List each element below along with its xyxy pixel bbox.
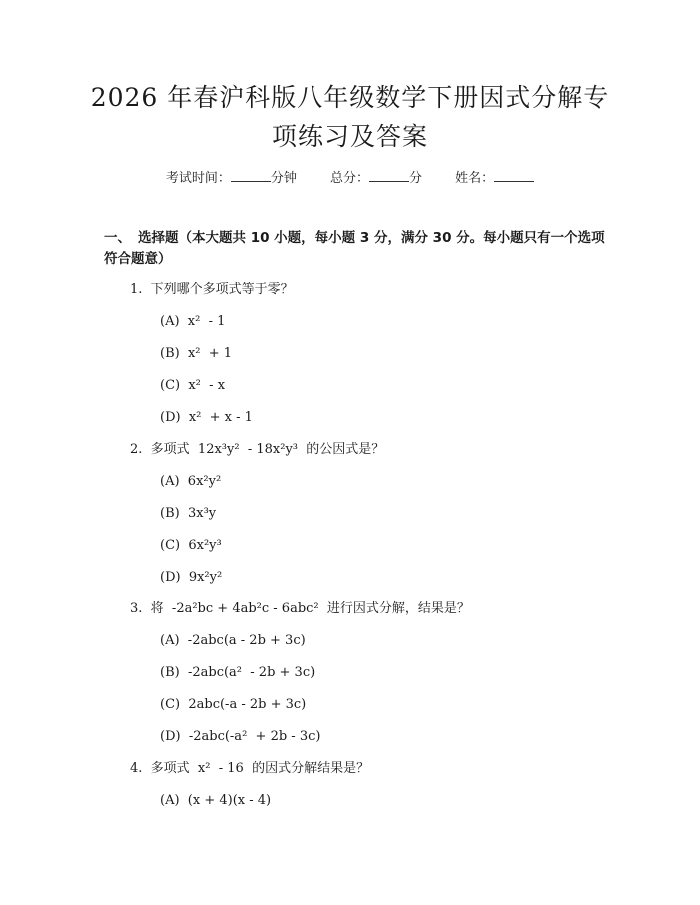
exam-meta bbox=[0, 168, 700, 189]
score-label: 总分： bbox=[329, 171, 369, 186]
option-c: (C) 2abc(-a - 2b + 3c) bbox=[160, 697, 307, 712]
page-title-line-1: 2026 年春沪科版八年级数学下册因式分解专 bbox=[90, 83, 610, 112]
time-blank bbox=[231, 168, 271, 182]
option-d: (D) 9x²y² bbox=[160, 570, 223, 585]
page-title-line-2: 项练习及答案 bbox=[271, 122, 428, 151]
question-stem: 3. 将 -2a²bc + 4ab²c - 6abc² 进行因式分解，结果是？ bbox=[130, 601, 470, 616]
option-a: (A) x² - 1 bbox=[160, 314, 226, 329]
question-stem: 2. 多项式 12x³y² - 18x²y³ 的公因式是？ bbox=[130, 442, 385, 457]
score-blank bbox=[369, 168, 409, 182]
option-b: (B) -2abc(a² - 2b + 3c) bbox=[160, 665, 316, 680]
option-d: (D) -2abc(-a² + 2b - 3c) bbox=[160, 729, 321, 744]
name-label: 姓名： bbox=[455, 171, 495, 186]
option-c: (C) 6x²y³ bbox=[160, 538, 222, 553]
option-a: (A) 6x²y² bbox=[160, 474, 222, 489]
option-b: (B) 3x³y bbox=[160, 506, 217, 521]
option-a: (A) (x + 4)(x - 4) bbox=[160, 793, 272, 808]
option-b: (B) x² + 1 bbox=[160, 346, 233, 361]
section-number: 一、 bbox=[104, 230, 131, 246]
section-heading-line-2: 符合题意） bbox=[104, 251, 172, 267]
question-stem: 4. 多项式 x² - 16 的因式分解结果是？ bbox=[130, 761, 370, 776]
option-d: (D) x² + x - 1 bbox=[160, 410, 253, 425]
time-label: 考试时间： bbox=[165, 171, 231, 186]
option-a: (A) -2abc(a - 2b + 3c) bbox=[160, 633, 306, 648]
time-unit: 分钟 bbox=[270, 171, 297, 186]
option-c: (C) x² - x bbox=[160, 378, 226, 393]
name-blank bbox=[494, 168, 534, 182]
section-heading bbox=[104, 228, 614, 270]
question-stem: 1. 下列哪个多项式等于零？ bbox=[130, 282, 294, 297]
score-unit: 分 bbox=[409, 171, 423, 186]
section-heading-line-1: 选择题（本大题共 10 小题，每小题 3 分，满分 30 分。每小题只有一个选项 bbox=[138, 230, 605, 246]
